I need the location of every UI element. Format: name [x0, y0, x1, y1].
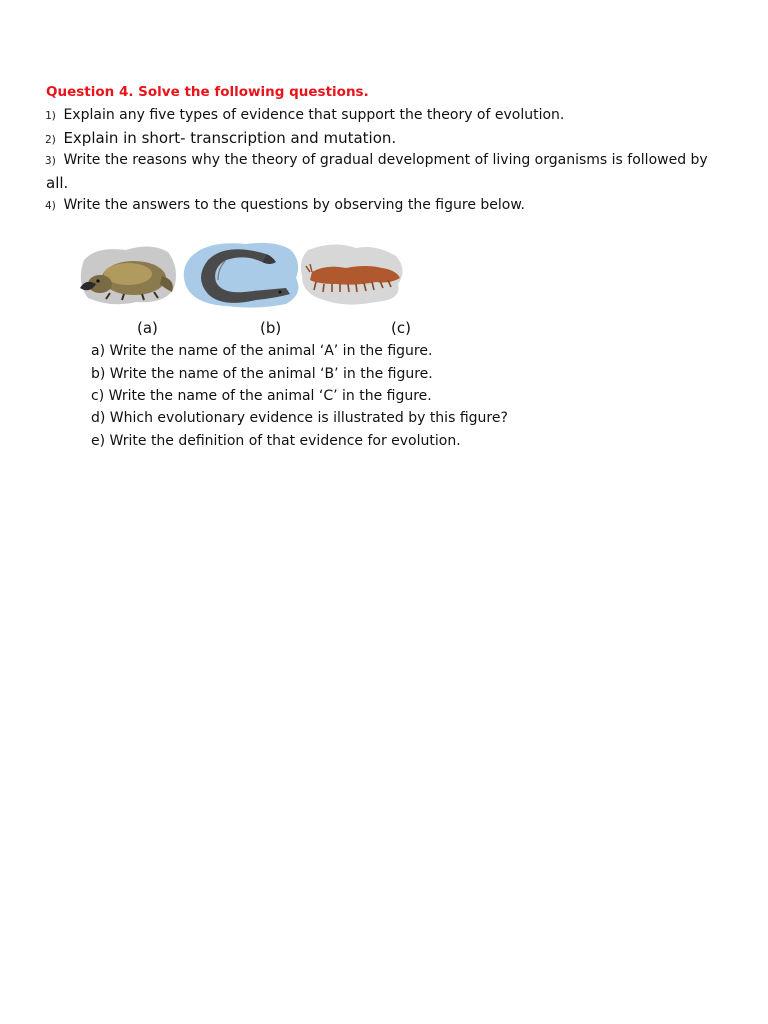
animal-figure-svg [76, 238, 406, 314]
figure-caption-c: (c) [391, 319, 411, 337]
figure-caption-b: (b) [260, 319, 282, 337]
subquestion-e: e) Write the definition of that evidence for evolution. [91, 433, 461, 449]
subquestion-a: a) Write the name of the animal ‘A’ in the figure. [91, 343, 433, 359]
question-number: 1) [45, 109, 57, 122]
question-text: Explain in short- transcription and mutation. [63, 129, 397, 147]
question-text: Explain any five types of evidence that support the theory of evolution. [63, 107, 565, 123]
subquestion-b: b) Write the name of the animal ‘B’ in the figure. [91, 366, 433, 382]
question-1 [45, 107, 564, 123]
peripatus-icon [301, 244, 403, 304]
question-text: Write the reasons why the theory of gradual development of living organisms is followed by [63, 152, 708, 168]
question-number: 3) [45, 154, 57, 167]
question-2 [45, 129, 396, 147]
subquestion-c: c) Write the name of the animal ‘C’ in the figure. [91, 388, 432, 404]
question-number: 2) [45, 133, 57, 146]
question-4 [45, 197, 525, 213]
lungfish-icon [184, 243, 299, 308]
question-text: Write the answers to the questions by observing the figure below. [63, 197, 525, 213]
figure-caption-a: (a) [137, 319, 158, 337]
question-3 [45, 152, 708, 168]
platypus-icon [80, 246, 176, 304]
question-number: 4) [45, 199, 57, 212]
section-heading: Question 4. Solve the following questions. [46, 84, 369, 100]
subquestion-d: d) Which evolutionary evidence is illustrated by this figure? [91, 410, 508, 426]
question-3-continuation: all. [46, 174, 69, 192]
animal-figure [76, 238, 406, 314]
